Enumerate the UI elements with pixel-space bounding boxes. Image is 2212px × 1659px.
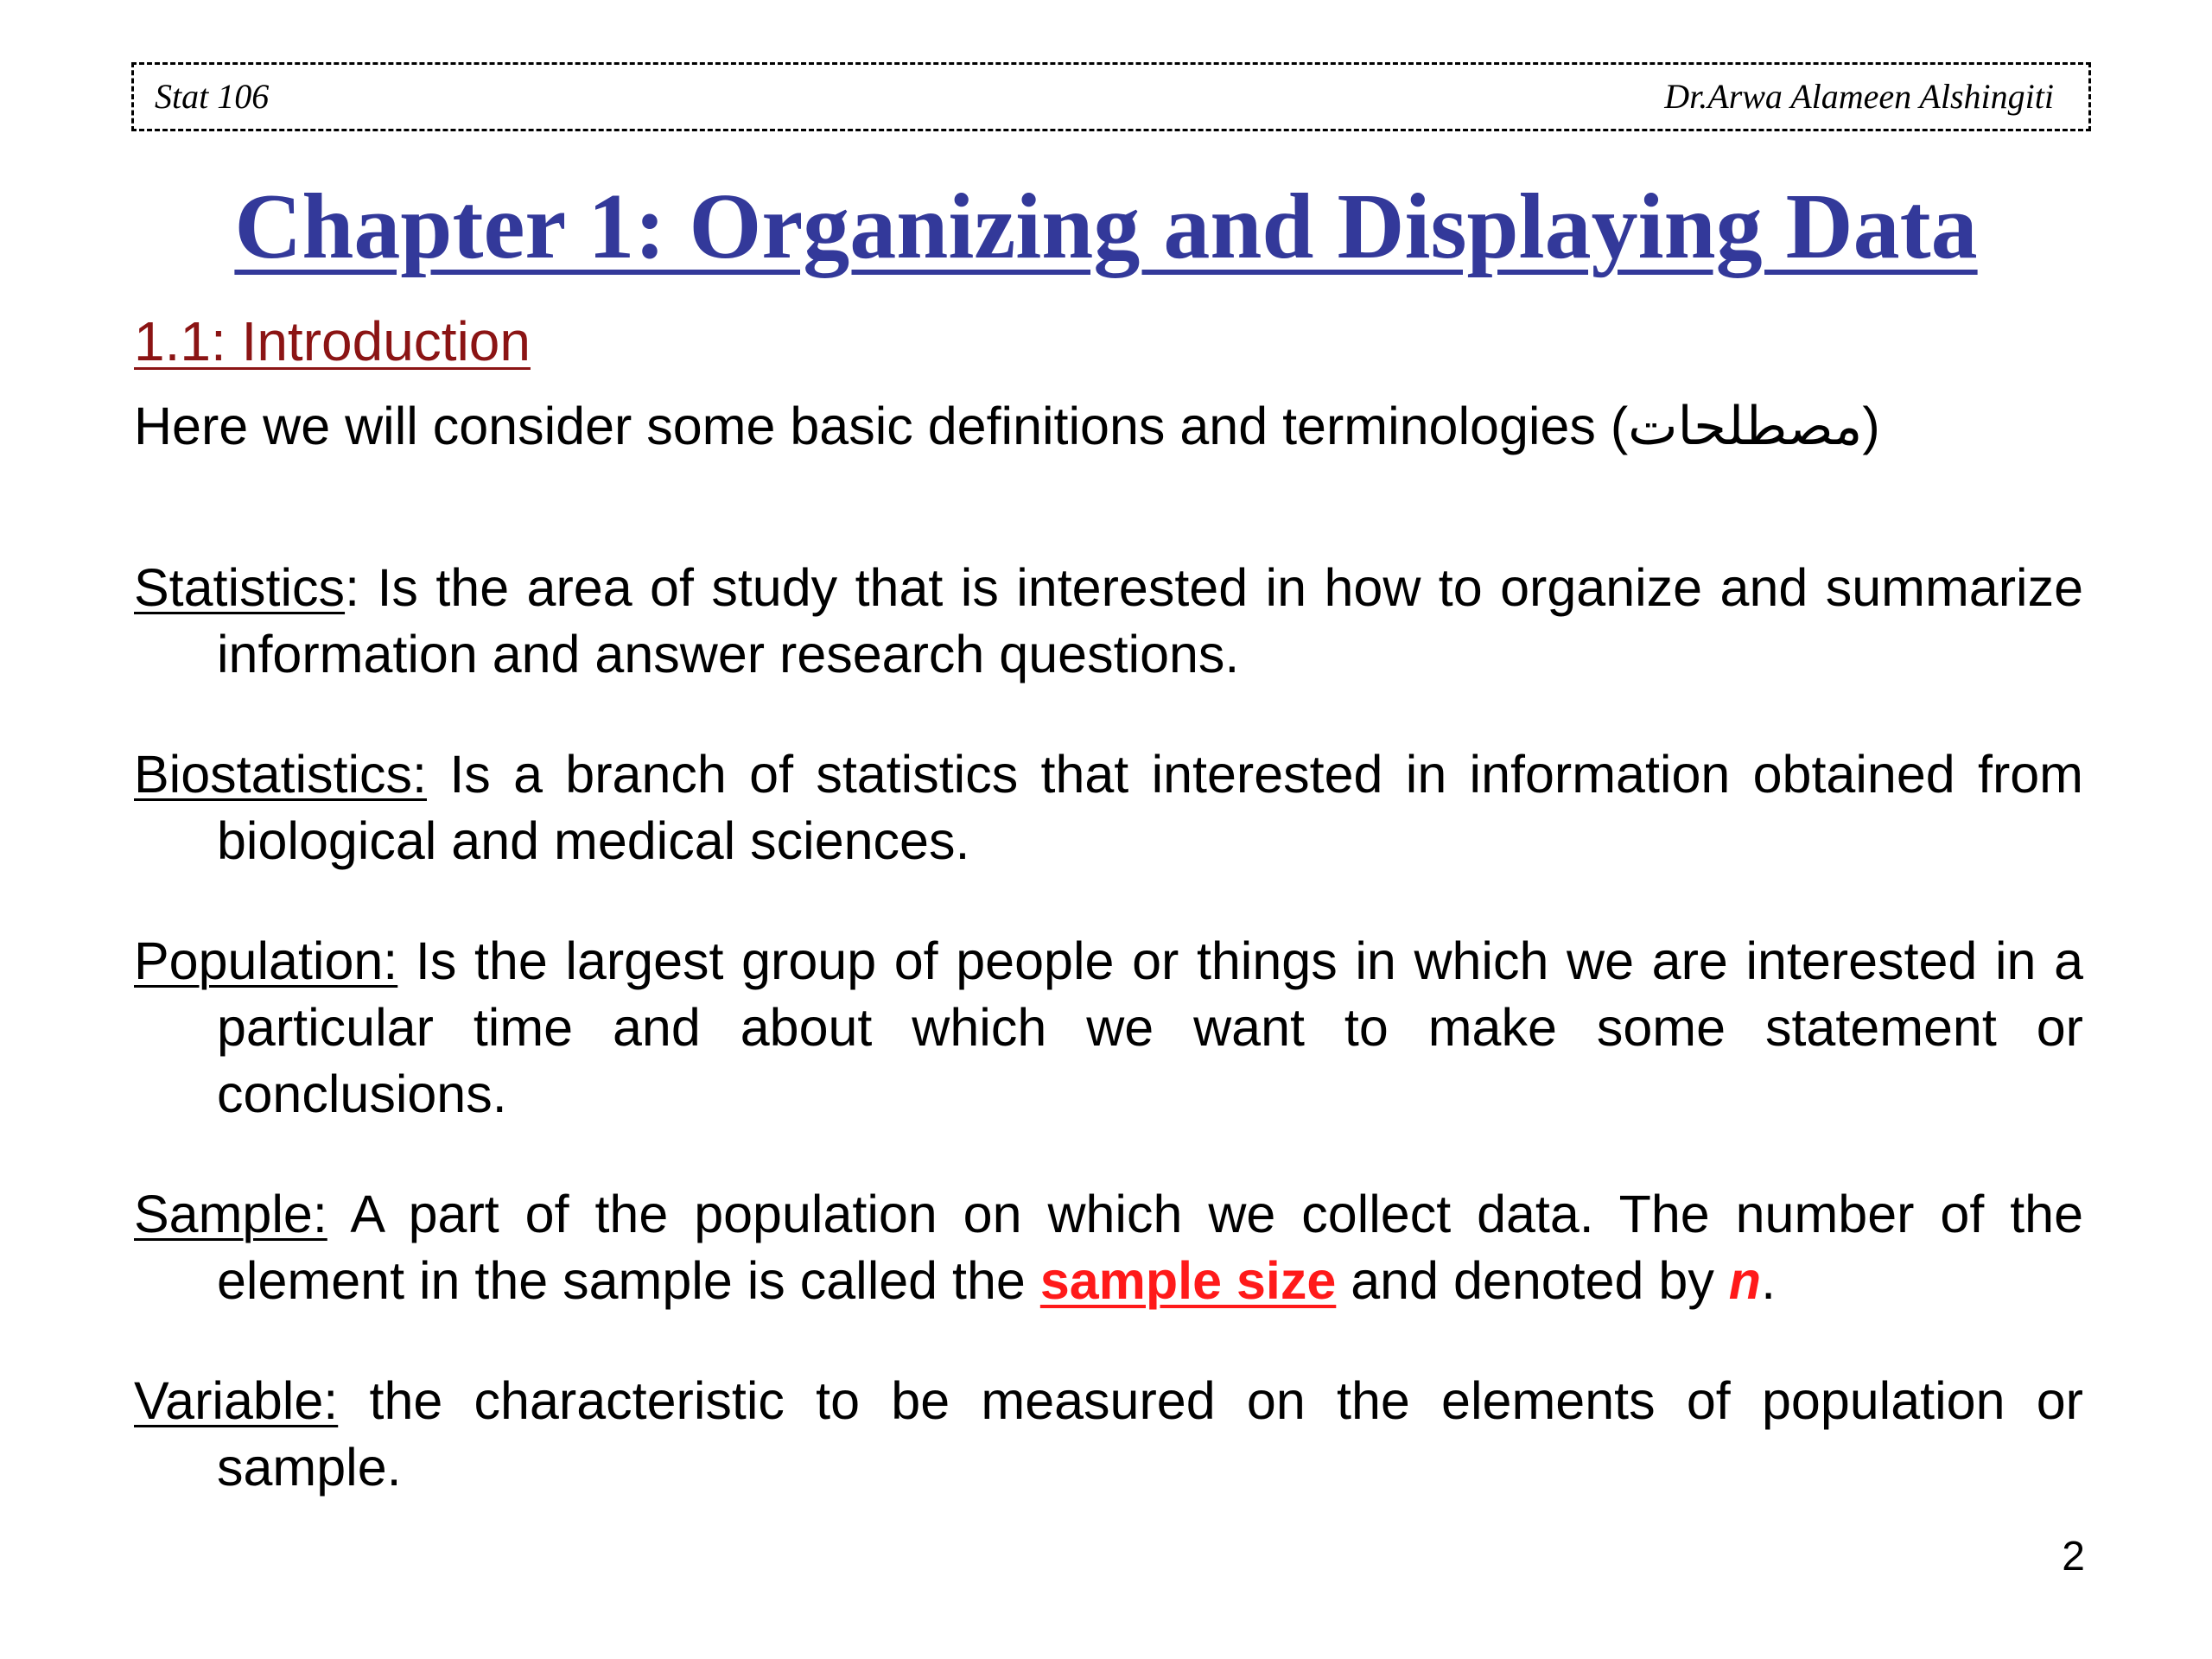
definition-population	[134, 928, 2083, 1128]
term-statistics: Statistics	[134, 558, 346, 617]
sample-size-highlight: sample size	[1039, 1251, 1337, 1310]
definition-sample-text-end: .	[1761, 1251, 1777, 1310]
intro-text: Here we will consider some basic definitions and terminologies	[134, 397, 1596, 455]
course-label: Stat 106	[155, 77, 270, 116]
definition-statistics	[134, 555, 2083, 688]
definition-biostatistics-text: Is a branch of statistics that interested in information obtained from biological and medical sciences.	[217, 745, 2083, 870]
chapter-title: Chapter 1: Organizing and Displaying Data	[234, 175, 1978, 278]
definition-sample	[134, 1181, 2083, 1314]
intro-arabic-term: (مصطلحات)	[1610, 397, 1880, 455]
term-variable: Variable:	[134, 1371, 339, 1430]
term-biostatistics: Biostatistics:	[134, 745, 427, 804]
term-sample: Sample:	[134, 1185, 327, 1243]
definition-variable	[134, 1368, 2083, 1501]
intro-line	[134, 393, 1880, 459]
sample-size-symbol: n	[1728, 1251, 1762, 1310]
definition-sample-text-middle: and denoted by	[1336, 1251, 1729, 1310]
definition-statistics-text: : Is the area of study that is interested in how to organize and summarize information and answer research questions.	[217, 558, 2083, 683]
slide-header	[131, 62, 2091, 131]
term-population: Population:	[134, 931, 398, 990]
section-heading: 1.1: Introduction	[134, 310, 531, 372]
definition-sample-text: A part of the population on which we collect data. The number of the element in the sample is called the	[217, 1185, 2083, 1310]
author-label: Dr.Arwa Alameen Alshingiti	[1664, 77, 2054, 116]
page-number: 2	[2062, 1534, 2085, 1580]
definition-population-text: Is the largest group of people or things in which we are interested in a particular time and about which we want to make some statement or conclusions.	[217, 931, 2083, 1123]
definition-biostatistics	[134, 741, 2083, 874]
definition-variable-text: the characteristic to be measured on the elements of population or sample.	[217, 1371, 2083, 1497]
